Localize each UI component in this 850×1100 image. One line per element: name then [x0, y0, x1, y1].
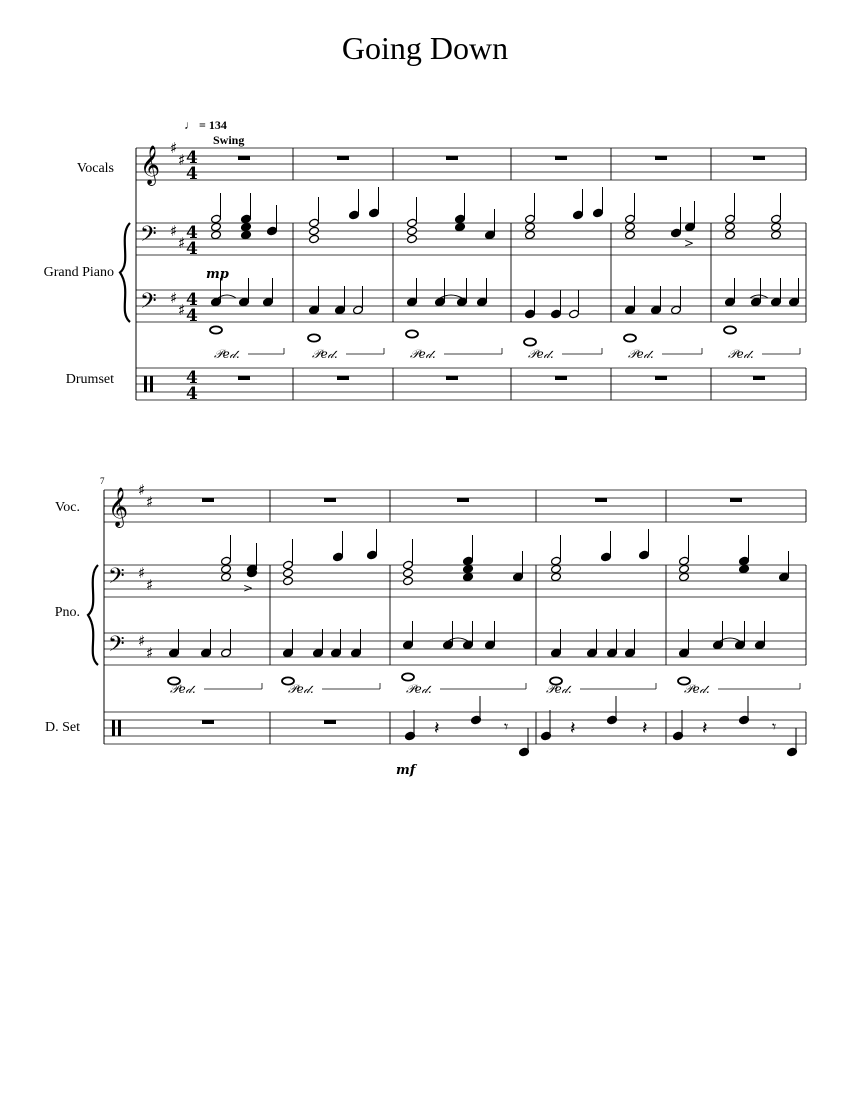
bass-note [525, 309, 536, 319]
pedal-marking: 𝒫𝑒𝒹. [684, 682, 710, 696]
tie [448, 638, 468, 641]
percussion-clef [150, 376, 153, 392]
chord-note [241, 222, 252, 232]
bass-note [443, 640, 454, 650]
chord-note [407, 234, 418, 244]
drum-whole-rest [337, 376, 349, 380]
drum-whole-rest [446, 376, 458, 380]
bass-note [283, 648, 294, 658]
tie [440, 295, 462, 298]
chord-note [513, 572, 524, 582]
measure-number: 7 [100, 476, 105, 486]
bass-note [679, 648, 690, 658]
sharp-sign: ♯ [146, 493, 154, 511]
chord-note [211, 230, 222, 240]
tempo-marking: ♩ = 134 [184, 118, 227, 132]
chord-note [725, 214, 736, 224]
bass-note [221, 648, 232, 658]
pedal-marking: 𝒫𝑒𝒹. [528, 347, 554, 361]
chord-note [573, 210, 584, 220]
bass-note [335, 305, 346, 315]
vocal-whole-rest [457, 498, 469, 502]
treble-clef: 𝄞 [140, 145, 161, 185]
treble-clef: 𝄞 [108, 487, 129, 527]
chord-note [525, 222, 536, 232]
chord-note [485, 230, 496, 240]
sharp-sign: ♯ [138, 481, 146, 499]
piano-brace [88, 565, 98, 665]
bass-note [313, 648, 324, 658]
bass-whole-note [210, 326, 222, 333]
chord-note [725, 222, 736, 232]
bass-note [211, 297, 222, 307]
sharp-sign: ♯ [170, 222, 178, 240]
sharp-sign: ♯ [138, 564, 146, 582]
bass-note [331, 648, 342, 658]
chord-note [221, 556, 232, 566]
drum-whole-rest [238, 376, 250, 380]
vocal-whole-rest [555, 156, 567, 160]
chord-note [625, 214, 636, 224]
bass-note [735, 640, 746, 650]
sharp-sign: ♯ [178, 234, 186, 252]
chord-note [221, 564, 232, 574]
tie [750, 295, 768, 298]
accent-mark: > [243, 581, 254, 595]
pedal-marking: 𝒫𝑒𝒹. [312, 347, 338, 361]
chord-note [671, 228, 682, 238]
percussion-clef [112, 720, 115, 736]
quarter-rest: 𝄽 [642, 718, 648, 739]
chord-note [525, 214, 536, 224]
vocal-whole-rest [730, 498, 742, 502]
chord-note [463, 572, 474, 582]
sharp-sign: ♯ [170, 139, 178, 157]
piano-brace [120, 223, 130, 322]
eighth-rest: 𝄾 [772, 717, 777, 736]
vocal-whole-rest [238, 156, 250, 160]
chord-note [241, 230, 252, 240]
instrument-label-vocals: Vocals [76, 161, 114, 176]
chord-note [369, 208, 380, 218]
drum-whole-rest [324, 720, 336, 724]
bass-whole-note [402, 673, 414, 680]
vocal-whole-rest [595, 498, 607, 502]
chord-note [267, 226, 278, 236]
chord-note [241, 214, 252, 224]
pedal-marking: 𝒫𝑒𝒹. [410, 347, 436, 361]
accent-mark: > [684, 236, 695, 250]
chord-note [283, 576, 294, 586]
quarter-rest: 𝄽 [570, 718, 576, 739]
chord-note [685, 222, 696, 232]
time-signature: 4 [186, 368, 198, 388]
chord-note [551, 564, 562, 574]
bass-note [309, 305, 320, 315]
bass-clef: 𝄢 [140, 222, 157, 252]
sharp-sign: ♯ [170, 289, 178, 307]
instrument-label-vocals-short: Voc. [54, 500, 80, 515]
chord-note [455, 222, 466, 232]
time-signature: 4 [186, 306, 198, 326]
time-signature: 4 [186, 290, 198, 310]
bass-whole-note [406, 330, 418, 337]
chord-note [639, 550, 650, 560]
drum-whole-rest [753, 376, 765, 380]
drum-whole-rest [655, 376, 667, 380]
vocal-whole-rest [202, 498, 214, 502]
bass-clef: 𝄢 [108, 564, 125, 594]
pedal-marking: 𝒫𝑒𝒹. [628, 347, 654, 361]
bass-note [755, 640, 766, 650]
bass-note [407, 297, 418, 307]
bass-note [551, 309, 562, 319]
chord-note [349, 210, 360, 220]
vocal-whole-rest [446, 156, 458, 160]
chord-note [333, 552, 344, 562]
bass-whole-note [624, 334, 636, 341]
chord-note [403, 560, 414, 570]
sharp-sign: ♯ [146, 644, 154, 662]
bass-note [713, 640, 724, 650]
chord-note [211, 214, 222, 224]
dynamic-mp: mp [206, 267, 229, 282]
chord-note [525, 230, 536, 240]
chord-note [771, 214, 782, 224]
dynamic-mf: mf [396, 763, 416, 778]
vocal-whole-rest [337, 156, 349, 160]
chord-note [463, 556, 474, 566]
instrument-label-piano: Grand Piano [43, 265, 114, 280]
bass-note [169, 648, 180, 658]
bass-note [789, 297, 800, 307]
time-signature: 4 [186, 239, 198, 259]
bass-note [201, 648, 212, 658]
vocal-whole-rest [324, 498, 336, 502]
chord-note [625, 230, 636, 240]
bass-note [771, 297, 782, 307]
chord-note [403, 576, 414, 586]
chord-note [403, 568, 414, 578]
chord-note [309, 226, 320, 236]
bass-note [607, 648, 618, 658]
bass-whole-note [308, 334, 320, 341]
bass-note [651, 305, 662, 315]
bass-note [403, 640, 414, 650]
bass-note [457, 297, 468, 307]
pedal-marking: 𝒫𝑒𝒹. [546, 682, 572, 696]
bass-whole-note [724, 326, 736, 333]
bass-note [477, 297, 488, 307]
vocal-whole-rest [655, 156, 667, 160]
chord-note [593, 208, 604, 218]
chord-note [211, 222, 222, 232]
vocal-whole-rest [753, 156, 765, 160]
chord-note [771, 230, 782, 240]
bass-note [551, 648, 562, 658]
chord-note [283, 560, 294, 570]
chord-note [407, 218, 418, 228]
bass-note [671, 305, 682, 315]
time-signature: 4 [186, 148, 198, 168]
chord-note [221, 572, 232, 582]
pedal-marking: 𝒫𝑒𝒹. [406, 682, 432, 696]
percussion-clef [118, 720, 121, 736]
drum-whole-rest [202, 720, 214, 724]
bass-note [625, 305, 636, 315]
bass-note [463, 640, 474, 650]
bass-clef: 𝄢 [108, 632, 125, 662]
chord-note [679, 556, 690, 566]
chord-note [463, 564, 474, 574]
bass-note [569, 309, 580, 319]
eighth-rest: 𝄾 [504, 717, 509, 736]
sharp-sign: ♯ [146, 576, 154, 594]
time-signature: 4 [186, 384, 198, 404]
pedal-marking: 𝒫𝑒𝒹. [728, 347, 754, 361]
instrument-label-drums: Drumset [65, 372, 114, 387]
pedal-marking: 𝒫𝑒𝒹. [288, 682, 314, 696]
bass-note [587, 648, 598, 658]
chord-note [679, 572, 690, 582]
bass-note [751, 297, 762, 307]
chord-note [601, 552, 612, 562]
chord-note [367, 550, 378, 560]
chord-note [779, 572, 790, 582]
bass-note [351, 648, 362, 658]
bass-note [239, 297, 250, 307]
pedal-marking: 𝒫𝑒𝒹. [214, 347, 240, 361]
bass-note [435, 297, 446, 307]
time-signature: 4 [186, 164, 198, 184]
bass-note [485, 640, 496, 650]
chord-note [309, 218, 320, 228]
quarter-rest: 𝄽 [702, 718, 708, 739]
chord-note [725, 230, 736, 240]
bass-note [725, 297, 736, 307]
bass-note [353, 305, 364, 315]
sharp-sign: ♯ [178, 301, 186, 319]
bass-note [263, 297, 274, 307]
chord-note [679, 564, 690, 574]
chord-note [739, 564, 750, 574]
swing-marking: Swing [213, 133, 245, 147]
bass-whole-note [524, 338, 536, 345]
score-title: Going Down [341, 30, 509, 66]
chord-note [455, 214, 466, 224]
chord-note [739, 556, 750, 566]
pedal-marking: 𝒫𝑒𝒹. [170, 682, 196, 696]
sharp-sign: ♯ [178, 151, 186, 169]
sharp-sign: ♯ [138, 632, 146, 650]
chord-note [551, 556, 562, 566]
time-signature: 4 [186, 223, 198, 243]
chord-note [551, 572, 562, 582]
chord-note [771, 222, 782, 232]
quarter-rest: 𝄽 [434, 718, 440, 739]
bass-note [625, 648, 636, 658]
chord-note [309, 234, 320, 244]
bass-clef: 𝄢 [140, 289, 157, 319]
chord-note [625, 222, 636, 232]
instrument-label-piano-short: Pno. [54, 605, 80, 620]
chord-note [407, 226, 418, 236]
percussion-clef [144, 376, 147, 392]
instrument-label-drums-short: D. Set [45, 720, 80, 735]
chord-note [283, 568, 294, 578]
drum-whole-rest [555, 376, 567, 380]
